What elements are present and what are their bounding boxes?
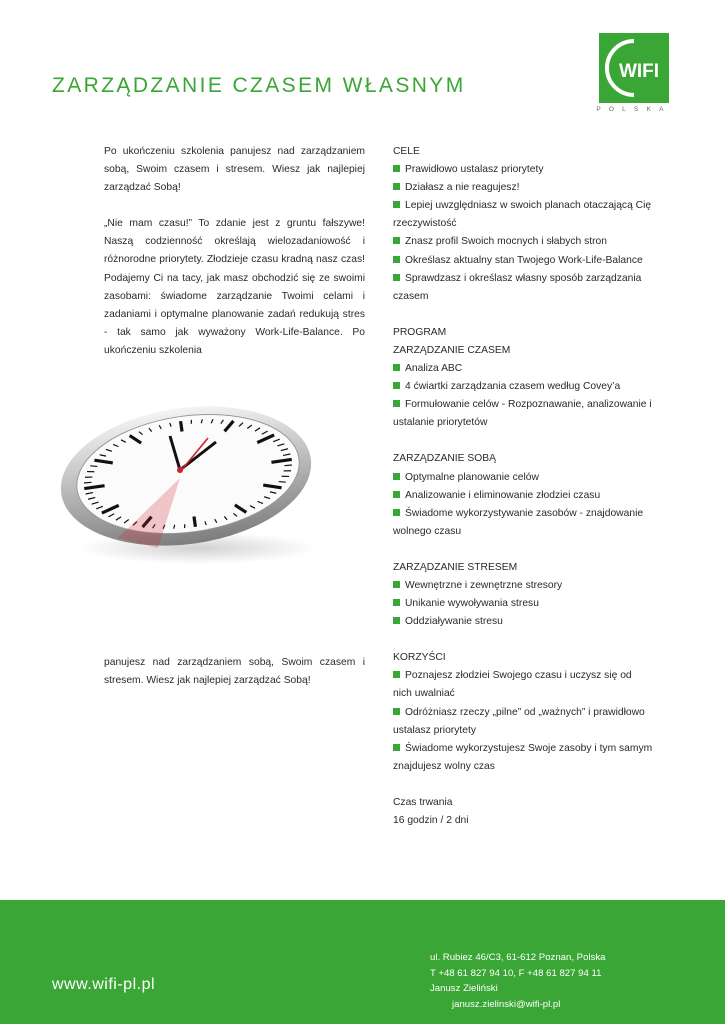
bullet-square-icon — [393, 382, 400, 389]
stresem-heading: ZARZĄDZANIE STRESEM — [393, 561, 518, 573]
details-column — [393, 143, 653, 848]
contact-info — [430, 950, 605, 1012]
czasem-heading: ZARZĄDZANIE CZASEM — [393, 344, 511, 356]
cele-section — [393, 143, 653, 306]
list-item: Znasz profil Swoich mocnych i słabych stron — [393, 233, 653, 251]
program-czasem-section — [393, 324, 653, 433]
list-item: Poznajesz złodziei Swojego czasu i uczysz się od nich uwalniać — [393, 670, 632, 700]
bullet-square-icon — [393, 201, 400, 208]
bullet-square-icon — [393, 617, 400, 624]
bullet-square-icon — [393, 491, 400, 498]
intro-paragraph-1: Po ukończeniu szkolenia panujesz nad zarządzaniem sobą, Swoim czasem i stresem. Wiesz jak najlepiej zarządzać Sobą! — [104, 146, 365, 194]
list-item: Oddziaływanie stresu — [393, 613, 653, 631]
contact-name: Janusz Zieliński — [430, 983, 498, 994]
logo-subtitle: POLSKA — [596, 106, 672, 113]
list-item: Analiza ABC — [393, 360, 653, 378]
list-item: 4 ćwiartki zarządzania czasem według Covey’a — [393, 378, 653, 396]
logo-text: WIFI — [618, 61, 660, 82]
program-stresem-section — [393, 559, 653, 631]
bullet-square-icon — [393, 708, 400, 715]
bullet-square-icon — [393, 183, 400, 190]
bullet-square-icon — [393, 364, 400, 371]
korzysci-section — [393, 649, 653, 776]
phone-text: T +48 61 827 94 10, F +48 61 827 94 11 — [430, 967, 602, 979]
address-text: ul. Rubiez 46/C3, 61-612 Poznan, Polska — [430, 952, 606, 963]
footer — [0, 900, 725, 1024]
bullet-square-icon — [393, 509, 400, 516]
intro-paragraph-3: panujesz nad zarządzaniem sobą, Swoim czasem i stresem. Wiesz jak najlepiej zarządzać Sobą! — [104, 657, 365, 687]
wifi-logo — [599, 33, 669, 103]
duration-section — [393, 794, 653, 830]
duration-value: 16 godzin / 2 dni — [393, 815, 469, 826]
soba-heading: ZARZĄDZANIE SOBĄ — [393, 453, 496, 465]
list-item: Określasz aktualny stan Twojego Work-Life-Balance — [393, 252, 653, 270]
list-item: Świadome wykorzystujesz Swoje zasoby i tym samym znajdujesz wolny czas — [393, 742, 653, 772]
bullet-square-icon — [393, 599, 400, 606]
intro-paragraph-2: „Nie mam czasu!” To zdanie jest z gruntu fałszywe! Naszą codzienność określają wielozadaniowość i różnorodne priorytety. Złodzieje czasu kradną nasz czas! Podajemy Ci na tacy, jak masz obchodzić się ze swoimi zasobami: świadome zarządzanie Twoimi celami i zadaniami i optymalne planowanie zadań redukują stres - tak samo jak wyważony Work-Life-Balance. Po ukończeniu szkolenia — [104, 218, 365, 356]
korzysci-heading: KORZYŚCI — [393, 652, 446, 664]
page-title: ZARZĄDZANIE CZASEM WŁASNYM — [52, 74, 466, 97]
list-item: Wewnętrzne i zewnętrzne stresory — [393, 577, 653, 595]
list-item: Świadome wykorzystywanie zasobów - znajdowanie wolnego czasu — [393, 507, 644, 537]
list-item: Unikanie wywoływania stresu — [393, 595, 653, 613]
wall-clock-image — [58, 398, 318, 568]
list-item: Analizowanie i eliminowanie złodziei czasu — [393, 487, 653, 505]
bullet-square-icon — [393, 400, 400, 407]
duration-label: Czas trwania — [393, 796, 453, 808]
list-item: Formułowanie celów - Rozpoznawanie, analizowanie i ustalanie priorytetów — [393, 399, 652, 429]
bullet-square-icon — [393, 744, 400, 751]
bullet-square-icon — [393, 256, 400, 263]
list-item: Lepiej uwzględniasz w swoich planach otaczającą Cię rzeczywistość — [393, 200, 652, 230]
cele-heading: CELE — [393, 146, 420, 157]
intro-column — [104, 143, 365, 360]
program-soba-section — [393, 450, 653, 540]
contact-person — [430, 981, 605, 1012]
bullet-square-icon — [393, 473, 400, 480]
list-item: Optymalne planowanie celów — [393, 469, 653, 487]
bullet-square-icon — [393, 274, 400, 281]
list-item: Sprawdzasz i określasz własny sposób zarządzania czasem — [393, 272, 642, 302]
bullet-square-icon — [393, 237, 400, 244]
website-link[interactable]: www.wifi-pl.pl — [52, 976, 156, 993]
bullet-square-icon — [393, 671, 400, 678]
list-item: Prawidłowo ustalasz priorytety — [393, 161, 653, 179]
list-item: Działasz a nie reagujesz! — [393, 179, 653, 197]
program-heading: PROGRAM — [393, 326, 447, 338]
bullet-square-icon — [393, 165, 400, 172]
bullet-square-icon — [393, 581, 400, 588]
list-item: Odróżniasz rzeczy „pilne” od „ważnych” i prawidłowo ustalasz priorytety — [393, 706, 645, 736]
email-link[interactable]: janusz.zielinski@wifi-pl.pl — [452, 998, 561, 1010]
